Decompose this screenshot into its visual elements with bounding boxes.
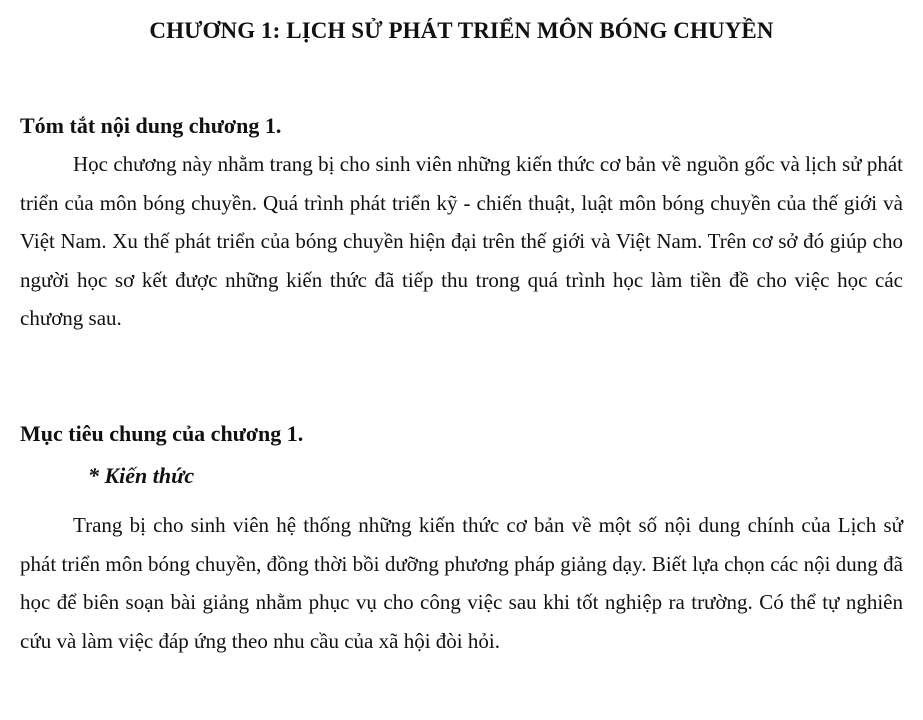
knowledge-subheading: * Kiến thức (88, 463, 195, 488)
chapter-title: CHƯƠNG 1: LỊCH SỬ PHÁT TRIỂN MÔN BÓNG CHUYỀN (149, 18, 774, 43)
summary-heading: Tóm tắt nội dung chương 1. (20, 113, 282, 138)
summary-paragraph: Học chương này nhằm trang bị cho sinh viên những kiến thức cơ bản về nguồn gốc và lịch sử phát triển của môn bóng chuyền. Quá trình phát triển kỹ - chiến thuật, luật môn bóng chuyền của thế giới và Việt Nam. Xu thế phát triển của bóng chuyền hiện đại trên thế giới và Việt Nam. Trên cơ sở đó giúp cho người học sơ kết được những kiến thức đã tiếp thu trong quá trình học làm tiền đề cho việc học các chương sau. (20, 152, 903, 330)
objectives-heading: Mục tiêu chung của chương 1. (20, 421, 304, 446)
knowledge-paragraph: Trang bị cho sinh viên hệ thống những kiến thức cơ bản về một số nội dung chính của Lịch sử phát triển môn bóng chuyền, đồng thời bồi dưỡng phương pháp giảng dạy. Biết lựa chọn các nội dung đã học để biên soạn bài giảng nhằm phục vụ cho công việc sau khi tốt nghiệp ra trường. Có thể tự nghiên cứu và làm việc đáp ứng theo nhu cầu của xã hội đòi hỏi. (20, 513, 903, 653)
